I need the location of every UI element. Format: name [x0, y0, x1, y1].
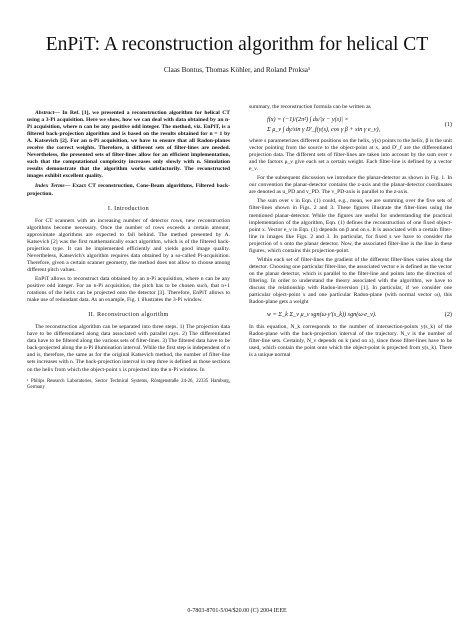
abstract-text: — In Ref. [1], we presented a reconstruction algorithm for helical CT using a 3-Pi acquisition. Here we show, how we can deal with data obtained by an n-Pi acquisition, where n can be any positive odd integer. The method, viz. EnPiT, is a filtered back-projection algorithm and is based on the results obtained for n = 1 by A. Katsevich [2]. For an n-Pi acquisition, we have to ensure that all Radon-planes receive the correct weights. Therefore, n different sets of filter-lines are needed. Nevertheless, the presented sets of filter-lines allow for an efficient implementation, such that the computational complexity increases only slowly with n. Simulation results demonstrate that the algorithm works satisfactorily. The reconstructed images exhibit excellent quality. — [27, 110, 230, 180]
equation-number: (1) — [444, 121, 452, 129]
equation-1-line-1: f(x) = (−1)/(2π²) ∫ ds/|x − y(s)| × — [267, 116, 349, 124]
paragraph: In this equation, N_k corresponds to the number of intersection-points y(s_k) of the Radon-plane with the back-projection interval of the trajectory. N_ν is the number of filter-line sets. Certainly, N_ν depends on k (and on x), since those filter-lines have to be used, which contain the point onto which the object-point is projected from y(s_k). There is a unique normal — [249, 323, 452, 358]
section-heading-reconstruction: II. Reconstruction algorithm — [88, 312, 169, 319]
section-heading-introduction: I. Introduction — [107, 205, 150, 212]
equation-1 — [249, 115, 452, 134]
paragraph: Within each set of filter-lines the gradient of the different filter-lines varies along the detector. Choosing one particular filter-line, the associated vector e is defined as the vector on the planar detector, which is parallel to the filter-line and points into the direction of filtering. In order to understand the theory associated with the algorithm, we have to discuss the relationship with Radon-inversion [1]. In particular, if we consider one particular object-point x and one particular Radon-plane (with normal vector ω), this Radon-plane gets a weight — [249, 256, 452, 306]
abstract-label: Abstract — [35, 110, 55, 116]
authors: Claas Bontus, Thomas Köhler, and Roland Proksa¹ — [163, 66, 311, 74]
equation-number: (2) — [444, 311, 452, 319]
equation-2 — [249, 310, 452, 320]
index-terms-text: — Exact CT reconstruction, Cone-Beam algorithms, Filtered back-projection. — [27, 183, 230, 197]
paragraph: summary, the reconstruction formula can be written as — [249, 104, 371, 110]
paragraph: For CT scanners with an increasing number of detector rows, new reconstruction algorithms become necessary. Once the number of rows exceeds a certain amount, approximate algorithms are expected to fall behind. The method presented by A. Katsevich [2] was the first mathematically exact algorithm, which is of the filtered back-projection type. It can be implemented efficiently and yields good image quality. Nevertheless, Katsevich's algorithm requires data obtained by a so-called Pi-acquisition. Therefore, given a certain scanner geometry, the method does not allow to choose among different pitch values. — [27, 217, 230, 273]
index-terms — [27, 183, 230, 197]
right-column — [249, 104, 452, 361]
abstract — [27, 110, 230, 180]
page-footer: 0-7803-8701-5/04/$20.00 (C) 2004 IEEE — [187, 608, 287, 614]
equation-2-body: w = Σ_k Σ_ν μ_ν sgn(ω·y′(s_k)) sgn(ω·e_ν). — [267, 311, 377, 319]
index-terms-label: Index Terms — [35, 183, 65, 190]
equation-1-line-2: Σ μ_ν ∫ dγ/sin γ D′_f(y(s), cos γ β + sin γ e_ν), — [267, 125, 381, 133]
paragraph: EnPiT allows to reconstruct data obtained by an n-Pi acquisition, where n can be any positive odd integer. For an n-Pi acquisition, the pitch has to be chosen such, that n+1 rotations of the helix can be projected onto the detector [3]. Therefore, EnPiT allows to make use of redundant data. As an example, Fig. 1 illustrates the 3-Pi window. — [27, 275, 230, 304]
paragraph: For the subsequent discussion we introduce the planar-detector as shown in Fig. 1. In our convention the planar-detector contains the z-axis and the planar-detector coordinates are denoted as u_PD and v_PD. The v_PD-axis is parallel to the z-axis. — [249, 175, 452, 196]
left-column — [27, 110, 230, 393]
paragraph: The reconstruction algorithm can be separated into three steps. 1) The projection data have to be differentiated along data associated with parallel rays. 2) The differentiated data have to be filtered along the various sets of filter-lines. 3) The filtered data have to be back-projected along the n-Pi illumination interval. While the first step is independent of n and is, therefore, the same as for the original Katsevich method, the number of filter-line sets increases with n. The back-projection interval in step three is defined as those sections on the helix from which the object-point x is projected into the n-Pi window. In — [27, 324, 230, 373]
paragraph: where s parameterizes different positions on the helix, y(s) points to the helix, β is the unit vector pointing from the source to the object-point at x, and D′_f are the differentiated projection data. The different sets of filter-lines are taken into account by the sum over ν and the factors μ_ν give each set a certain weight. Each filter-line is defined by a vector e_ν. — [249, 138, 452, 173]
paragraph: The sum over ν in Eqn. (1) could, e.g., mean, we are summing over the five sets of filter-lines shown in Figs. 2 and 3. These figures illustrate the filter-lines using the mentioned planar-detector. While the figures are useful for understanding the practical implementation of the algorithm, Eqn. (1) defines the reconstruction of one fixed object-point x. Vector e_ν in Eqn. (1) depends on β and on s. It is associated with a certain filter-line in images like Figs. 2 and 3. In particular, for fixed s we have to consider the projection of x onto the planar detector. Now, the associated filter-line is the line in these figures, which contains this projection-point. — [249, 198, 452, 254]
paper-title: EnPiT: A reconstruction algorithm for helical CT — [45, 34, 429, 55]
footnote: ¹ Philips Research Laboratories, Sector Technical Systems, Röntgenstraße 24-26, 22335 Hamburg, Germany — [27, 378, 230, 390]
